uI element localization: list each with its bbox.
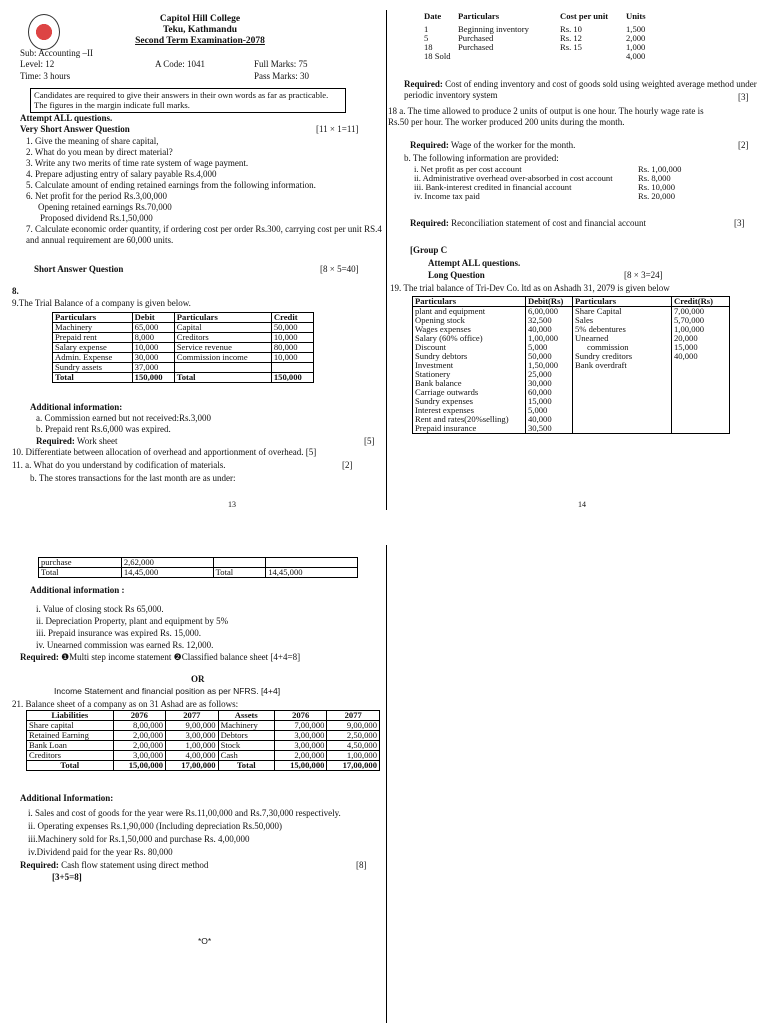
table-header-cell: Units <box>626 11 646 21</box>
required-label: Required: <box>20 652 59 662</box>
table-cell: 1,00,000 <box>526 334 573 343</box>
q9-required <box>36 436 117 447</box>
list-item: i. Sales and cost of goods for the year were Rs.11,00,000 and Rs.7,30,000 respectively. <box>28 808 341 818</box>
table-cell: Retained Earning <box>27 731 114 741</box>
table-cell: 2,00,000 <box>113 731 166 741</box>
table-cell: 3,00,000 <box>274 741 327 751</box>
table-cell: Opening stock <box>413 316 526 325</box>
table-row <box>53 333 314 343</box>
table-cell: 150,000 <box>271 373 313 383</box>
required-text: ❶Multi step income statement ❷Classified balance sheet [4+4=8] <box>58 652 301 662</box>
table-header-cell: Particulars <box>53 313 133 323</box>
or-question: Income Statement and financial position as per NFRS. [4+4] <box>54 686 281 696</box>
group-c-attempt: Attempt ALL questions. <box>428 258 521 268</box>
table-row <box>53 353 314 363</box>
table-row <box>422 34 647 43</box>
table-cell: 40,000 <box>672 352 730 361</box>
table-cell: 50,000 <box>526 352 573 361</box>
table-header-cell: Credit <box>271 313 313 323</box>
page-number-left: 13 <box>228 500 236 509</box>
table-cell: 4,00,000 <box>166 751 219 761</box>
table-cell: 1,500 <box>626 24 646 34</box>
table-cell: iii. Bank-interest credited in financial account <box>414 182 572 193</box>
table-row <box>53 343 314 353</box>
table-cell: Rs. 8,000 <box>638 173 671 184</box>
table-cell: 7,00,000 <box>274 721 327 731</box>
table-header-cell: 2077 <box>166 711 219 721</box>
q8-label: 8. <box>12 286 19 296</box>
table-cell: Total <box>53 373 133 383</box>
table-cell: 4,50,000 <box>327 741 380 751</box>
list-item: i. Value of closing stock Rs 65,000. <box>36 604 164 614</box>
table-cell: Prepaid insurance <box>413 424 526 434</box>
or-label: OR <box>191 674 205 684</box>
q21-split: [3+5=8] <box>52 872 82 882</box>
q18-a: 18 a. The time allowed to produce 2 units of output is one hour. The hourly wage rate is Rs.50 per hour. The worker produced 200 units during the month. <box>388 106 704 127</box>
table-cell: 5,000 <box>526 406 573 415</box>
table-cell: 5 <box>424 33 429 44</box>
q11-a: 11. a. What do you understand by codification of materials. <box>12 460 226 470</box>
table-cell: Share capital <box>27 721 114 731</box>
table-cell <box>456 52 558 61</box>
table-cell: 2,00,000 <box>274 751 327 761</box>
table-cell: 40,000 <box>526 415 573 424</box>
q10: 10. Differentiate between allocation of overhead and apportionment of overhead. [5] <box>12 447 317 457</box>
table-cell: Investment <box>413 361 526 370</box>
table-cell: 15,00,000 <box>274 761 327 771</box>
table-cell: Stock <box>218 741 274 751</box>
q18-b-required <box>410 218 646 229</box>
table-cell: Salary (60% office) <box>413 334 526 343</box>
table-row <box>413 352 730 361</box>
pass-marks: Pass Marks: 30 <box>254 71 310 81</box>
table-cell: 8,00,000 <box>113 721 166 731</box>
table-cell: 9,00,000 <box>166 721 219 731</box>
instructions-box: Candidates are required to give their answers in their own words as far as practicable. The figures in the margin indicate full marks. <box>30 88 346 113</box>
store-marks: [3] <box>738 92 749 102</box>
list-item: iii.Machinery sold for Rs.1,50,000 and purchase Rs. 4,00,000 <box>28 834 250 844</box>
q18-a-marks: [2] <box>738 140 749 150</box>
table-cell <box>573 379 672 388</box>
table-header-row <box>53 313 314 323</box>
attempt-all: Attempt ALL questions. <box>20 113 113 123</box>
table-row <box>27 741 380 751</box>
table-cell: 30,500 <box>526 424 573 434</box>
page-number-right: 14 <box>578 500 586 509</box>
list-item <box>412 192 683 201</box>
table-cell: 10,000 <box>271 333 313 343</box>
group-c-title: [Group C <box>410 245 448 255</box>
table-row <box>53 323 314 333</box>
q21-table-body <box>27 721 380 761</box>
table-cell: Total <box>174 373 271 383</box>
table-row <box>27 721 380 731</box>
table-header-row <box>413 297 730 307</box>
long-question-marks: [8 × 3=24] <box>624 270 663 280</box>
table-cell: 1 <box>424 24 429 34</box>
table-cell: 80,000 <box>271 343 313 353</box>
table-cell: 18 <box>424 42 433 53</box>
table-cell: Wages expenses <box>413 325 526 334</box>
code: A Code: 1041 <box>155 59 206 69</box>
table-header-cell: 2077 <box>327 711 380 721</box>
table-cell: 10,000 <box>132 343 174 353</box>
table-row <box>413 424 730 434</box>
table-cell: Machinery <box>218 721 274 731</box>
table-header-cell: Date <box>424 11 442 21</box>
q18-table-body <box>412 165 683 201</box>
table-cell: 8,000 <box>132 333 174 343</box>
table-cell: 25,000 <box>526 370 573 379</box>
table-row <box>413 361 730 370</box>
required-label: Required: <box>36 436 75 446</box>
table-cell: 1,00,000 <box>166 741 219 751</box>
table-cell: 2,000 <box>626 33 646 44</box>
list-item: ii. Operating expenses Rs.1,90,000 (Including depreciation Rs.50,000) <box>28 821 282 831</box>
q9-addl-title: Additional information: <box>30 402 123 412</box>
table-cell: 5,000 <box>526 343 573 352</box>
table-cell: 2,00,000 <box>113 741 166 751</box>
table-cell: Rs. 1,00,000 <box>638 164 682 174</box>
table-cell: 2,50,000 <box>327 731 380 741</box>
list-item: iv. Unearned commission was earned Rs. 12,000. <box>36 640 214 650</box>
list-item: Proposed dividend Rs.1,50,000 <box>40 212 153 223</box>
exam-header <box>100 14 300 47</box>
table-cell: purchase <box>39 558 122 568</box>
cont-required <box>20 652 300 663</box>
table-cell <box>573 397 672 406</box>
table-cell: 17,00,000 <box>166 761 219 771</box>
table-cell: 30,000 <box>132 353 174 363</box>
table-cell: 37,000 <box>132 363 174 373</box>
table-header-cell: Cost per unit <box>560 11 609 21</box>
table-cell <box>573 388 672 397</box>
table-row <box>422 52 647 61</box>
q11-b: b. The stores transactions for the last month are as under: <box>30 473 236 483</box>
table-cell: 15,000 <box>526 397 573 406</box>
table-cell: 1,00,000 <box>327 751 380 761</box>
table-cell: Sundry expenses <box>413 397 526 406</box>
table-header-cell: Debit(Rs) <box>526 297 573 307</box>
table-total-row <box>27 761 380 771</box>
table-cell: 18 Sold <box>424 51 451 62</box>
table-cell: 5,70,000 <box>672 316 730 325</box>
college-location: Teku, Kathmandu <box>162 24 238 35</box>
store-table-body <box>422 25 647 61</box>
q18-a-required <box>410 140 575 151</box>
q18-b-table <box>412 165 683 201</box>
store-transactions-table <box>422 25 647 61</box>
table-cell: iv. Income tax paid <box>414 191 480 202</box>
table-row <box>422 25 647 34</box>
table-cell: 50,000 <box>271 323 313 333</box>
table-cell: Creditors <box>174 333 271 343</box>
table-cell: 2,62,000 <box>121 558 213 568</box>
required-text: Work sheet <box>74 436 118 446</box>
q9-intro: 9.The Trial Balance of a company is given below. <box>12 298 191 308</box>
table-row <box>39 558 358 568</box>
required-label: Required: <box>20 860 59 870</box>
vsaq-list <box>26 136 382 246</box>
list-item: ii. Depreciation Property, plant and equipment by 5% <box>36 616 229 626</box>
required-label: Required: <box>410 218 449 228</box>
q18-b: b. The following information are provided: <box>404 153 559 163</box>
list-item: Opening retained earnings Rs.70,000 <box>38 201 172 212</box>
table-header-row <box>27 711 380 721</box>
saq-marks: [8 × 5=40] <box>320 264 359 274</box>
table-cell <box>573 370 672 379</box>
table-cell: 32,500 <box>526 316 573 325</box>
table-cell: Service revenue <box>174 343 271 353</box>
table-cell: 3,00,000 <box>166 731 219 741</box>
table-cell <box>174 363 271 373</box>
list-item: 5. Calculate amount of ending retained earnings from the following information. <box>26 179 316 190</box>
table-cell: Debtors <box>218 731 274 741</box>
table-cell: Bank balance <box>413 379 526 388</box>
q21-intro: 21. Balance sheet of a company as on 31 Ashad are as follows: <box>12 699 239 709</box>
table-cell: Sundry assets <box>53 363 133 373</box>
table-cell: 40,000 <box>526 325 573 334</box>
required-label: Required: <box>404 79 443 89</box>
table-header-cell: Assets <box>218 711 274 721</box>
table-cell: 9,00,000 <box>327 721 380 731</box>
table-cell: Rs. 12 <box>560 33 582 44</box>
required-text: Cost of ending inventory and cost of goods sold using weighted average method under periodic inventory system <box>404 79 757 100</box>
list-item: 7. Calculate economic order quantity, if ordering cost per order Rs.300, carrying cost per unit RS.4 and annual requirement are 60,000 units. <box>26 223 382 245</box>
table-cell <box>672 388 730 397</box>
table-cell: Admin. Expense <box>53 353 133 363</box>
table-cell: Stationery <box>413 370 526 379</box>
table-cell: Machinery <box>53 323 133 333</box>
list-item: 2. What do you mean by direct material? <box>26 146 173 157</box>
table-cell: Total <box>39 568 122 578</box>
list-item: a. Commission earned but not received:Rs.3,000 <box>36 413 211 423</box>
table-header-cell: Liabilities <box>27 711 114 721</box>
table-header-cell: 2076 <box>113 711 166 721</box>
table-cell <box>672 406 730 415</box>
q11-a-marks: [2] <box>342 460 353 470</box>
table-header-cell: 2076 <box>274 711 327 721</box>
table-header-cell: Particulars <box>174 313 271 323</box>
table-cell: Unearned <box>573 334 672 343</box>
table-cell: i. Net profit as per cost account <box>414 164 522 174</box>
table-cell: 5% debentures <box>573 325 672 334</box>
cont-addl-title: Additional information : <box>30 585 125 595</box>
table-cell: Discount <box>413 343 526 352</box>
table-cell: Carriage outwards <box>413 388 526 397</box>
table-cell <box>672 379 730 388</box>
table-cell: Purchased <box>458 33 494 44</box>
table-cell: commission <box>573 343 672 352</box>
table-cell: Commission income <box>174 353 271 363</box>
table-cell: Rs. 10,000 <box>638 182 676 193</box>
table-cell: 6,00,000 <box>526 307 573 317</box>
time: Time: 3 hours <box>20 71 71 81</box>
list-item: iii. Prepaid insurance was expired Rs. 15,000. <box>36 628 201 638</box>
store-required <box>404 79 762 101</box>
q19-intro: 19. The trial balance of Tri-Dev Co. ltd as on Ashadh 31, 2079 is given below <box>390 283 670 293</box>
q9-trial-balance-table <box>52 312 314 383</box>
college-logo <box>28 14 60 50</box>
q18-b-marks: [3] <box>734 218 745 228</box>
required-text: Reconciliation statement of cost and financial account <box>448 218 647 228</box>
table-cell: 7,00,000 <box>672 307 730 317</box>
table-cell: Capital <box>174 323 271 333</box>
table-cell: 17,00,000 <box>327 761 380 771</box>
q9-marks: [5] <box>364 436 375 446</box>
table-cell: Cash <box>218 751 274 761</box>
table-cell: 1,50,000 <box>526 361 573 370</box>
full-marks: Full Marks: 75 <box>254 59 308 69</box>
long-question-title: Long Question <box>428 270 485 280</box>
table-cell: 10,000 <box>271 353 313 363</box>
subject: Sub: Accounting –II <box>20 48 93 58</box>
column-divider-bottom <box>386 545 387 1023</box>
table-cell: Rs. 15 <box>560 42 582 53</box>
continuation-table-body <box>39 558 358 578</box>
end-mark: *O* <box>198 936 212 946</box>
table-cell: Rs. 20,000 <box>638 191 676 202</box>
table-cell <box>558 52 624 61</box>
table-cell: Total <box>218 761 274 771</box>
list-item: 4. Prepare adjusting entry of salary payable Rs.4,000 <box>26 168 217 179</box>
table-header-cell: Particulars <box>573 297 672 307</box>
table-cell: Beginning inventory <box>458 24 529 34</box>
table-cell <box>672 424 730 434</box>
table-header-cell: Credit(Rs) <box>672 297 730 307</box>
table-cell <box>672 361 730 370</box>
table-cell: 1,000 <box>626 42 646 53</box>
table-cell <box>672 370 730 379</box>
table-row <box>39 568 358 578</box>
table-cell <box>672 397 730 406</box>
list-item: 3. Write any two merits of time rate system of wage payment. <box>26 157 249 168</box>
exam-title: Second Term Examination-2078 <box>135 35 265 46</box>
table-header-cell: Particulars <box>458 11 500 21</box>
table-row <box>27 731 380 741</box>
table-cell: Sales <box>573 316 672 325</box>
table-cell: Bank Loan <box>27 741 114 751</box>
table-cell: Prepaid rent <box>53 333 133 343</box>
table-cell: 30,000 <box>526 379 573 388</box>
table-cell: Sundry creditors <box>573 352 672 361</box>
table-cell <box>573 424 672 434</box>
table-cell <box>213 558 266 568</box>
table-row <box>27 751 380 761</box>
saq-title: Short Answer Question <box>34 264 124 274</box>
college-name: Capitol Hill College <box>159 14 241 24</box>
column-divider-top <box>386 10 387 510</box>
table-cell: 20,000 <box>672 334 730 343</box>
table-cell: 15,00,000 <box>113 761 166 771</box>
table-cell: 3,00,000 <box>113 751 166 761</box>
table-cell: Total <box>213 568 266 578</box>
table-cell: 14,45,000 <box>121 568 213 578</box>
table-cell: 14,45,000 <box>266 568 358 578</box>
table-cell: 150,000 <box>132 373 174 383</box>
q19-table-body <box>413 307 730 434</box>
table-cell: Total <box>27 761 114 771</box>
list-item: 1. Give the meaning of share capital, <box>26 136 159 146</box>
table-cell: 1,00,000 <box>672 325 730 334</box>
table-cell <box>573 406 672 415</box>
table-cell: 15,000 <box>672 343 730 352</box>
q21-addl-title: Additional Information: <box>20 793 114 803</box>
table-row <box>422 43 647 52</box>
vsaq-marks: [11 × 1=11] <box>316 124 359 134</box>
q21-required <box>20 860 208 871</box>
vsaq-title: Very Short Answer Question <box>20 124 130 134</box>
table-cell: ii. Administrative overhead over-absorbed in cost account <box>414 173 613 184</box>
table-cell: Interest expenses <box>413 406 526 415</box>
required-text: Cash flow statement using direct method <box>58 860 209 870</box>
list-item: iv.Dividend paid for the year Rs. 80,000 <box>28 847 173 857</box>
table-row <box>53 363 314 373</box>
table-cell <box>266 558 358 568</box>
table-cell: 4,000 <box>626 51 646 62</box>
q21-marks: [8] <box>356 860 367 870</box>
table-cell: 3,00,000 <box>274 731 327 741</box>
q9-table-body <box>53 323 314 373</box>
table-cell: Share Capital <box>573 307 672 317</box>
table-cell: 60,000 <box>526 388 573 397</box>
list-item: b. Prepaid rent Rs.6,000 was expired. <box>36 424 171 434</box>
table-cell: Salary expense <box>53 343 133 353</box>
table-cell: Bank overdraft <box>573 361 672 370</box>
table-header-cell: Particulars <box>413 297 526 307</box>
q19-trial-balance-table <box>412 296 730 434</box>
table-cell: Rent and rates(20%selling) <box>413 415 526 424</box>
table-cell: Purchased <box>458 42 494 53</box>
table-header-cell: Debit <box>132 313 174 323</box>
required-text: Wage of the worker for the month. <box>448 140 576 150</box>
table-cell: Sundry debtors <box>413 352 526 361</box>
continuation-table <box>38 557 358 578</box>
store-transactions-header <box>422 12 648 21</box>
table-cell: 65,000 <box>132 323 174 333</box>
required-label: Required: <box>410 140 449 150</box>
table-cell <box>573 415 672 424</box>
q21-balance-sheet-table <box>26 710 380 771</box>
table-cell: Creditors <box>27 751 114 761</box>
table-cell <box>271 363 313 373</box>
list-item: 6. Net profit for the period Rs.3,00,000 <box>26 190 167 201</box>
table-total-row <box>53 373 314 383</box>
table-cell <box>672 415 730 424</box>
table-cell: Rs. 10 <box>560 24 582 34</box>
level: Level: 12 <box>20 59 55 69</box>
table-cell: plant and equipment <box>413 307 526 317</box>
